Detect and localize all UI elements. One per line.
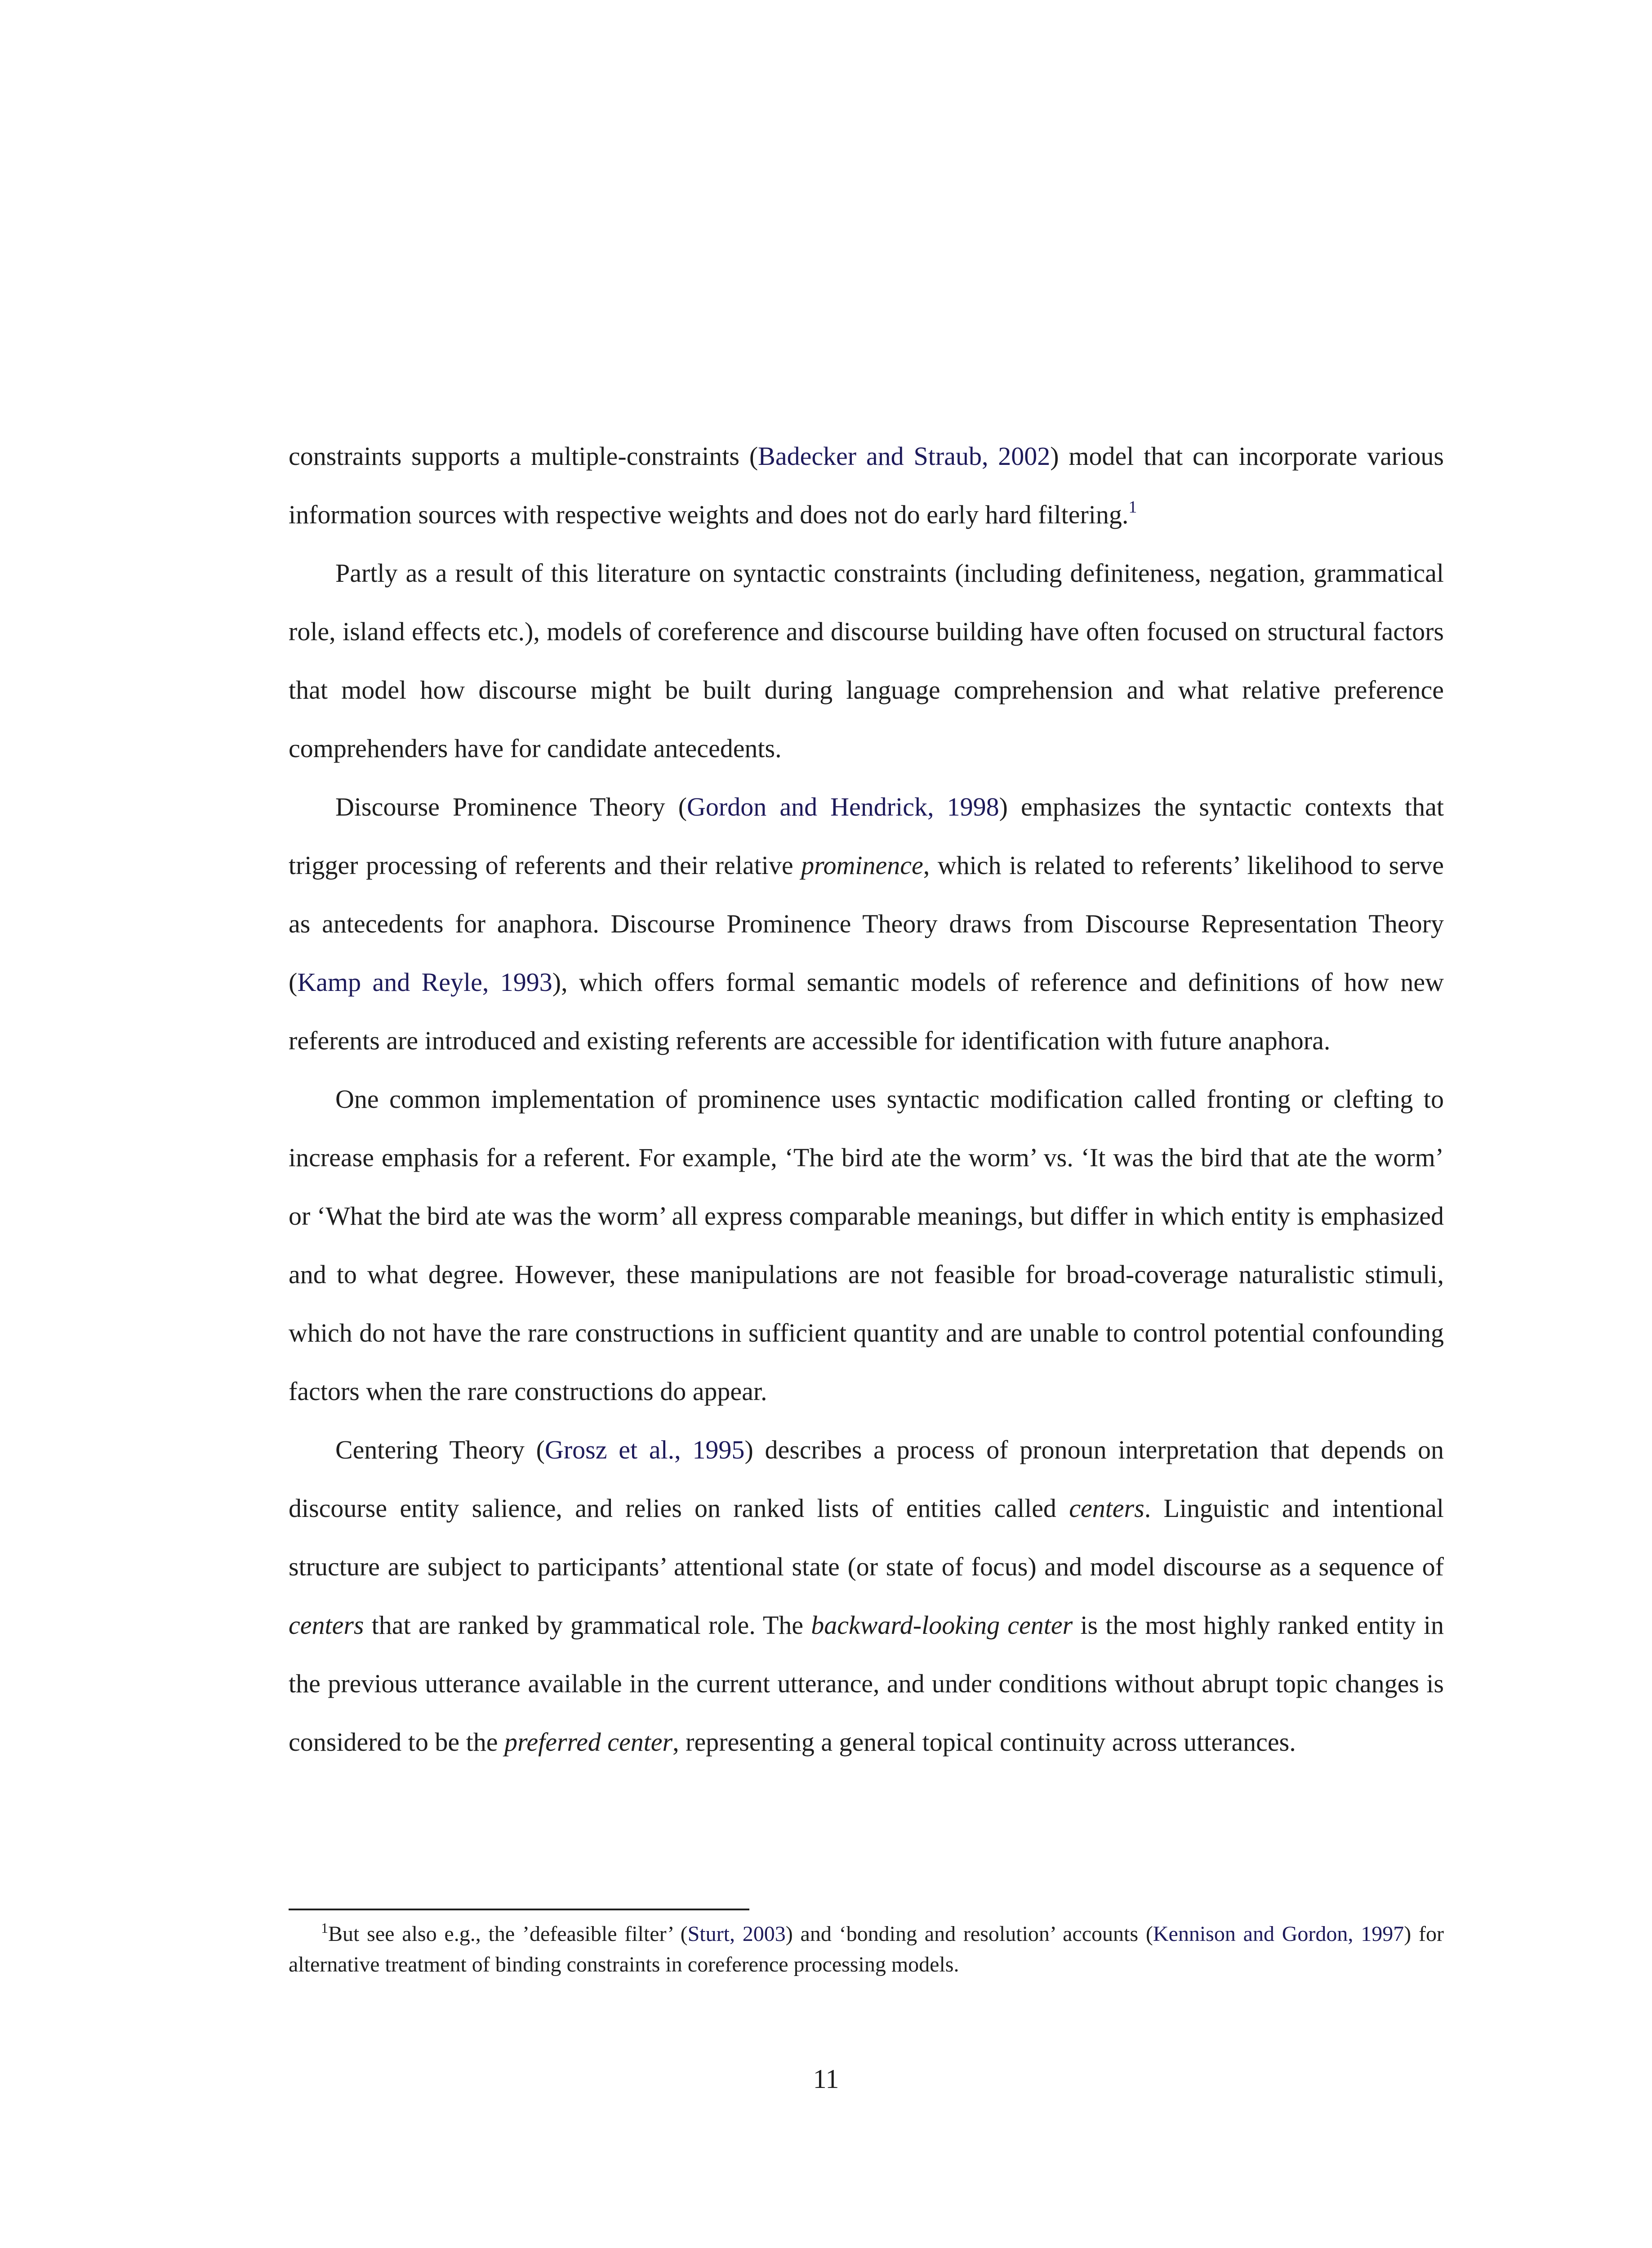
paragraph-text: is the most highly ranked entity in the previous utterance available in the current utterance, and under conditions without abrupt topic changes is considered to be the [289, 1610, 1444, 1757]
emphasis-term: prominence [801, 851, 923, 880]
paragraph-text: , which is related to referents’ likelihood to serve as antecedents for anaphora. Discourse Prominence Theory draws from Discourse Representation Theory ( [289, 851, 1444, 997]
citation-gordon-hendrick[interactable]: Gordon and Hendrick, 1998 [687, 792, 999, 821]
footnote-divider [289, 1909, 749, 1910]
footnote-text: But see also e.g., the ’defeasible filter’ ( [328, 1922, 688, 1946]
paragraph-2 [289, 544, 1444, 778]
paragraph-1 [289, 427, 1444, 544]
paragraph-text: ) model that can incorporate various information sources with respective weights and does not do early hard filtering. [289, 442, 1444, 529]
paragraph-text: Discourse Prominence Theory ( [335, 792, 687, 821]
body-text [289, 427, 1444, 1771]
footnote-1 [289, 1919, 1444, 1980]
citation-kennison-gordon[interactable]: Kennison and Gordon, 1997 [1153, 1922, 1404, 1946]
paragraph-text: , representing a general topical continuity across utterances. [672, 1727, 1296, 1757]
footnote-mark: 1 [321, 1920, 328, 1936]
paragraph-text: ) describes a process of pronoun interpretation that depends on discourse entity salience, and relies on ranked lists of entities called [289, 1435, 1444, 1523]
paragraph-text: One common implementation of prominence uses syntactic modification called fronting or clefting to increase emphasis for a referent. For example, ‘The bird ate the worm’ vs. ‘It was the bird that ate the worm’ or ‘What the bird ate was the worm’ all express comparable meanings, but differ in which entity is emphasized and to what degree. However, these manipulations are not feasible for broad-coverage naturalistic stimuli, which do not have the rare constructions in sufficient quantity and are unable to control potential confounding factors when the rare constructions do appear. [289, 1084, 1444, 1406]
paragraph-3 [289, 778, 1444, 1070]
paragraph-text: that are ranked by grammatical role. The [364, 1610, 811, 1640]
paragraph-text: constraints supports a multiple-constraints ( [289, 442, 758, 471]
emphasis-term: backward-looking center [811, 1610, 1073, 1640]
citation-sturt[interactable]: Sturt, 2003 [687, 1922, 786, 1946]
paragraph-text: Centering Theory ( [335, 1435, 545, 1464]
paragraph-4 [289, 1070, 1444, 1421]
paragraph-5 [289, 1421, 1444, 1771]
emphasis-term: centers [1069, 1494, 1144, 1523]
page-number: 11 [813, 2064, 839, 2094]
footnote-text: ) for alternative treatment of binding constraints in coreference processing models. [289, 1922, 1444, 1976]
emphasis-term: preferred center [504, 1727, 673, 1757]
paragraph-text: ) emphasizes the syntactic contexts that trigger processing of referents and their relative [289, 792, 1444, 880]
paragraph-text: ), which offers formal semantic models of reference and definitions of how new referents are introduced and existing referents are accessible for identification with future anaphora. [289, 968, 1444, 1055]
emphasis-term: centers [289, 1610, 364, 1640]
paragraph-text: . Linguistic and intentional structure are subject to participants’ attentional state (or state of focus) and model discourse as a sequence of [289, 1494, 1444, 1581]
citation-kamp-reyle[interactable]: Kamp and Reyle, 1993 [297, 968, 552, 997]
citation-grosz-et-al[interactable]: Grosz et al., 1995 [544, 1435, 745, 1464]
footnote-reference-1[interactable]: 1 [1128, 498, 1137, 517]
citation-badecker-straub[interactable]: Badecker and Straub, 2002 [758, 442, 1051, 471]
paragraph-text: Partly as a result of this literature on syntactic constraints (including definiteness, negation, grammatical role, island effects etc.), models of coreference and discourse building have often focused on structural factors that model how discourse might be built during language comprehension and what relative preference comprehenders have for candidate antecedents. [289, 558, 1444, 763]
footnote-text: ) and ‘bonding and resolution’ accounts ( [785, 1922, 1153, 1946]
